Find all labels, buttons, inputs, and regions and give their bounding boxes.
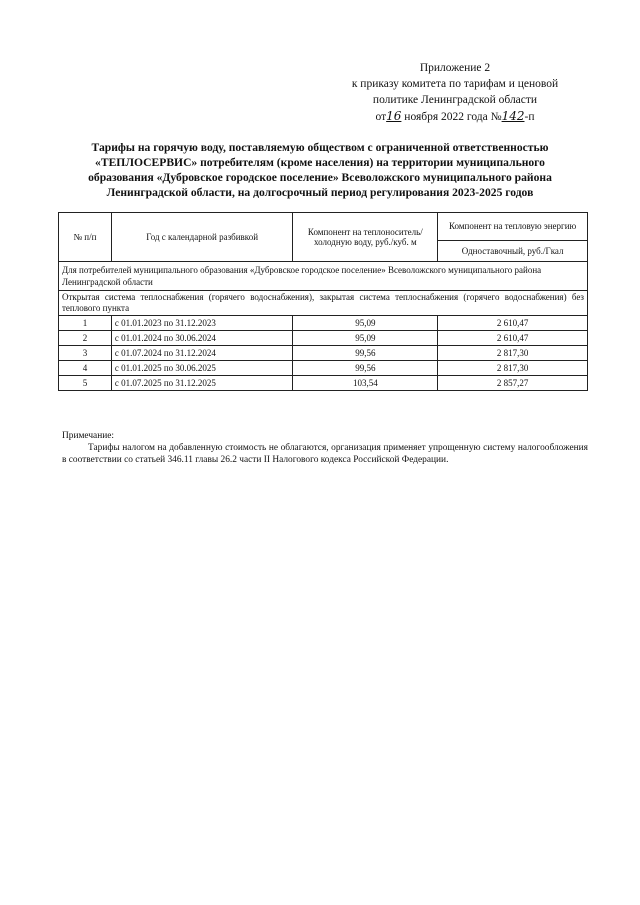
row-num: 2 [59,331,112,346]
title-line-4: Ленинградской области, на долгосрочный период регулирования 2023-2025 годов [106,186,534,199]
note-label: Примечание: [62,431,115,441]
header-num: № п/п [59,213,112,262]
row-energy: 2 817,30 [438,346,588,361]
header-energy: Компонент на тепловую энергию [438,213,588,241]
row-carrier: 103,54 [293,376,438,391]
row-carrier: 99,56 [293,361,438,376]
header-energy-sub: Одноставочный, руб./Гкал [438,240,588,261]
table-row [59,331,588,346]
note-section [62,430,588,466]
row-period: с 01.07.2024 по 31.12.2024 [111,346,293,361]
date-day: 16 [386,109,402,123]
note-text: Тарифы налогом на добавленную стоимость не облагаются, организация применяет упрощенную систему налогообложения в соответствии со статьей 346.11 главы 26.2 части II Налогового кодекса Российской Федерации. [62,443,588,465]
appendix-date-line [330,108,580,125]
title-line-1: Тарифы на горячую воду, поставляемую обществом с ограниченной ответственностью [91,141,549,154]
row-energy: 2 610,47 [438,316,588,331]
row-num: 4 [59,361,112,376]
row-energy: 2 817,30 [438,361,588,376]
row-period: с 01.07.2025 по 31.12.2025 [111,376,293,391]
appendix-title: Приложение 2 [419,62,491,74]
table-row [59,376,588,391]
date-prefix: от [375,111,387,123]
date-rest: ноября 2022 года № [404,111,502,123]
table-row [59,316,588,331]
appendix-order-line: к приказу комитета по тарифам и ценовой [351,78,559,90]
title-line-3: образования «Дубровское городское поселение» Всеволожского муниципального района [88,171,552,184]
row-period: с 01.01.2023 по 31.12.2023 [111,316,293,331]
system-label: Открытая система теплоснабжения (горячего водоснабжения), закрытая система теплоснабжения (горячего водоснабжения) без теплового пункта [59,291,588,316]
row-num: 3 [59,346,112,361]
document-title [70,140,570,200]
header-carrier: Компонент на теплоноситель/ холодную воду, руб./куб. м [293,213,438,262]
row-energy: 2 610,47 [438,331,588,346]
appendix-committee-line: политике Ленинградской области [372,94,538,106]
system-row [59,291,588,316]
row-carrier: 99,56 [293,346,438,361]
doc-suffix: -п [524,111,535,123]
row-energy: 2 857,27 [438,376,588,391]
table-row [59,346,588,361]
header-period: Год с календарной разбивкой [111,213,293,262]
table-header-row [59,213,588,241]
appendix-header [330,60,580,125]
row-period: с 01.01.2025 по 30.06.2025 [111,361,293,376]
row-carrier: 95,09 [293,331,438,346]
table-row [59,361,588,376]
row-num: 5 [59,376,112,391]
tariff-table [58,212,588,391]
doc-number: 142 [501,109,525,123]
row-period: с 01.01.2024 по 30.06.2024 [111,331,293,346]
title-line-2: «ТЕПЛОСЕРВИС» потребителям (кроме населения) на территории муниципального [95,156,545,169]
group-row [59,262,588,291]
row-num: 1 [59,316,112,331]
row-carrier: 95,09 [293,316,438,331]
group-label: Для потребителей муниципального образования «Дубровское городское поселение» Всеволожского муниципального района Ленинградской области [59,262,588,291]
